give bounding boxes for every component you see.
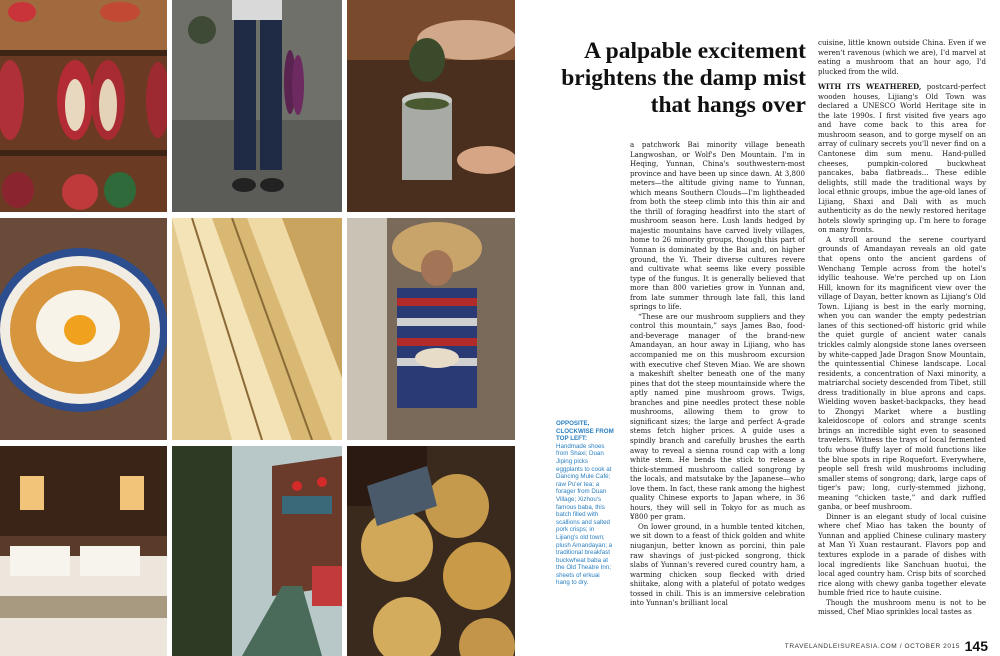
article-column-1 — [630, 140, 805, 608]
photo-raw-puer-tea — [347, 0, 515, 212]
photo-amandayan-bedroom — [0, 446, 167, 656]
photo-xizhou-baba — [347, 446, 515, 656]
footer-text: TRAVELANDLEISUREASIA.COM / OCTOBER 2015 — [784, 643, 960, 650]
paragraph: A stroll around the serene courtyard grounds of Amandayan reveals an old gate that opens onto the ancient gardens of Wenchang Temple across from the hotel's idyllic teahouse. We're perched up on Lion Hill, known for its magnificent view over the village of Dayan, better known as Lijiang's Old Town. Lijiang is best in the early morning, when you can wander the empty pedestrian lanes of this sectioned-off historic grid while the quiet gurgle of ancient water canals trickles calmly alongside stone lanes overseen by white-capped Jade Dragon Snow Mountain, the quintessential Chinese landscape. Local residents, a concentration of Naxi minority, a matriarchal society descended from Tibet, still dress traditionally in blue aprons and caps. Wielding woven basket-backpacks, they head to Zhongyi Market where a bustling kaleidoscope of colors and strange scents brings an incredible sight even to seasoned travelers. Witness the trays of local fermented tofu whose fluffy layer of mold functions like the blue spots in ripe Roquefort. Everywhere, people sell fresh wild mushrooms including smaller stems of songrong; dark, large caps of tiger's paw; long, curly-stemmed jizhong, meaning “chicken taste,” and dark ruffled ganba, or beef mushroom. — [818, 234, 986, 512]
photo-lijiang-old-town — [172, 446, 342, 656]
paragraph: Though the mushroom menu is not to be missed, Chef Miao sprinkles local tastes as — [818, 597, 986, 617]
article-headline: A palpable excitement brightens the damp mist that hangs over — [561, 38, 806, 118]
paragraph: a patchwork Bai minority village beneath Langwoshan, or Wolf's Den Mountain. I'm in Heqing, Yunnan, China's southwestern-most province and have been up since dawn. At 3,800 meters—the altitude giving name to Yunnan, which means Southern Clouds—I'm lightheaded from both the steep climb into this thin air and the thrill of foraging headfirst into the start of mushroom season here. Lush lands hedged by majestic mountains have carved lively villages, home to 26 minority groups, though this part of Yunnan is dominated by the Bai and, on higher ground, the Yi. Their diverse cultures revere and cultivate what seems like every possible type of the fungus. It is generally believed that more than 800 varieties grow in Yunnan and, from late summer through late fall, this land springs to life. — [630, 140, 805, 312]
article-column-2 — [818, 38, 986, 617]
section-lead: WITH ITS WEATHERED, — [818, 82, 922, 92]
section-lead-paragraph — [818, 82, 986, 235]
photo-erkuai-sheets — [172, 218, 342, 440]
caption-body: Handmade shoes from Shaxi; Duan Jiping picks eggplants to cook at Dancing Mule Café; raw Pu'er tea; a forager from Duan Village; Xizhou's famous baba, this batch filled with scallions and salted pork crisps; in Lijiang's old town; plush Amandayan; a traditional breakfast buckwheat baba at the Old Theatre Inn; sheets of erkuai hang to dry. — [556, 442, 613, 587]
caption-heading: OPPOSITE, CLOCKWISE FROM TOP LEFT: — [556, 420, 614, 443]
page-footer — [785, 643, 960, 650]
photo-eggplant-picker — [172, 0, 342, 212]
photo-handmade-shoes — [0, 0, 167, 212]
paragraph: Dinner is an elegant study of local cuisine where chef Miao has taken the bounty of Yunnan and applied Chinese culinary mastery at Man Yi Xuan restaurant. Flavors pop and textures explode in a parade of dishes with local ingredients like Sanchuan huotui, the local aged country ham. Crisp bits of scorched rice along with chewy ganba together elevate humble fried rice to haute cuisine. — [818, 511, 986, 598]
photo-fried-egg-breakfast — [0, 218, 167, 440]
paragraph-text: perfect wooden houses, Lijiang's Old Town was declared a UNESCO World Heritage site in the late 1990s. I first visited five years ago and have come back to this area for mushroom season, and to gorge myself on an array of culinary secrets you'll never find on a Cantonese dim sum menu. Hand-pulled cheeses, pumpkin-colored buckwheat pancakes, baba flatbreads... These edible delights, still made the traditional ways by local ethnic groups, imbue the age-old lanes of Lijiang, Shaxi and Dali with as much authenticity as do the newly restored heritage hotels slowly springing up. I'm here to forage on many fronts. — [818, 82, 986, 235]
paragraph: On lower ground, in a humble tented kitchen, we sit down to a feast of thick golden and white niuganjun, better known as porcini, thin pale raw shavings of just-picked songrong, thick slabs of Yunnan's revered cured country ham, a warming chicken soup flecked with dried shiitake, along with a plateful of potato wedges tossed in chili. This is an immersive celebration into Yunnan's brilliant local — [630, 521, 805, 608]
paragraph: cuisine, little known outside China. Even if we weren't ravenous (which we are), I'd marvel at eating a mushroom that an hour ago, I'd plucked from the wild. — [818, 38, 986, 76]
page-number: 145 — [964, 638, 988, 654]
photo-caption — [556, 420, 614, 587]
paragraph: “These are our mushroom suppliers and they control this mountain,” says James Bao, food-and-beverage manager of the brand-new Amandayan, an hour away in Lijiang, who has accompanied me on this mushroom excursion with executive chef Steven Miao. We are shown a makeshift shelter beneath one of the many pines that dot the steep mountainside where the aptly named pine mushroom grows. Twigs, branches and pine needles protect these noble mushrooms, allowing them to grow to significant sizes; the large and perfect A-grade stems fetch higher prices. A guide uses a spindly branch and carefully brushes the earth away to reveal a sienna round cap with a long white stem. He bends the stick to release a thick-stemmed mushroom called songrong by the locals, and matsutake by the Japanese—who love them. In fact, these rank among the highest quality Chinese exports to Japan where, in 36 hours, they will sell in Tokyo for as much as ¥800 per gram. — [630, 311, 805, 522]
section-lead-rest: postcard- — [921, 82, 961, 92]
photo-forager — [347, 218, 515, 440]
